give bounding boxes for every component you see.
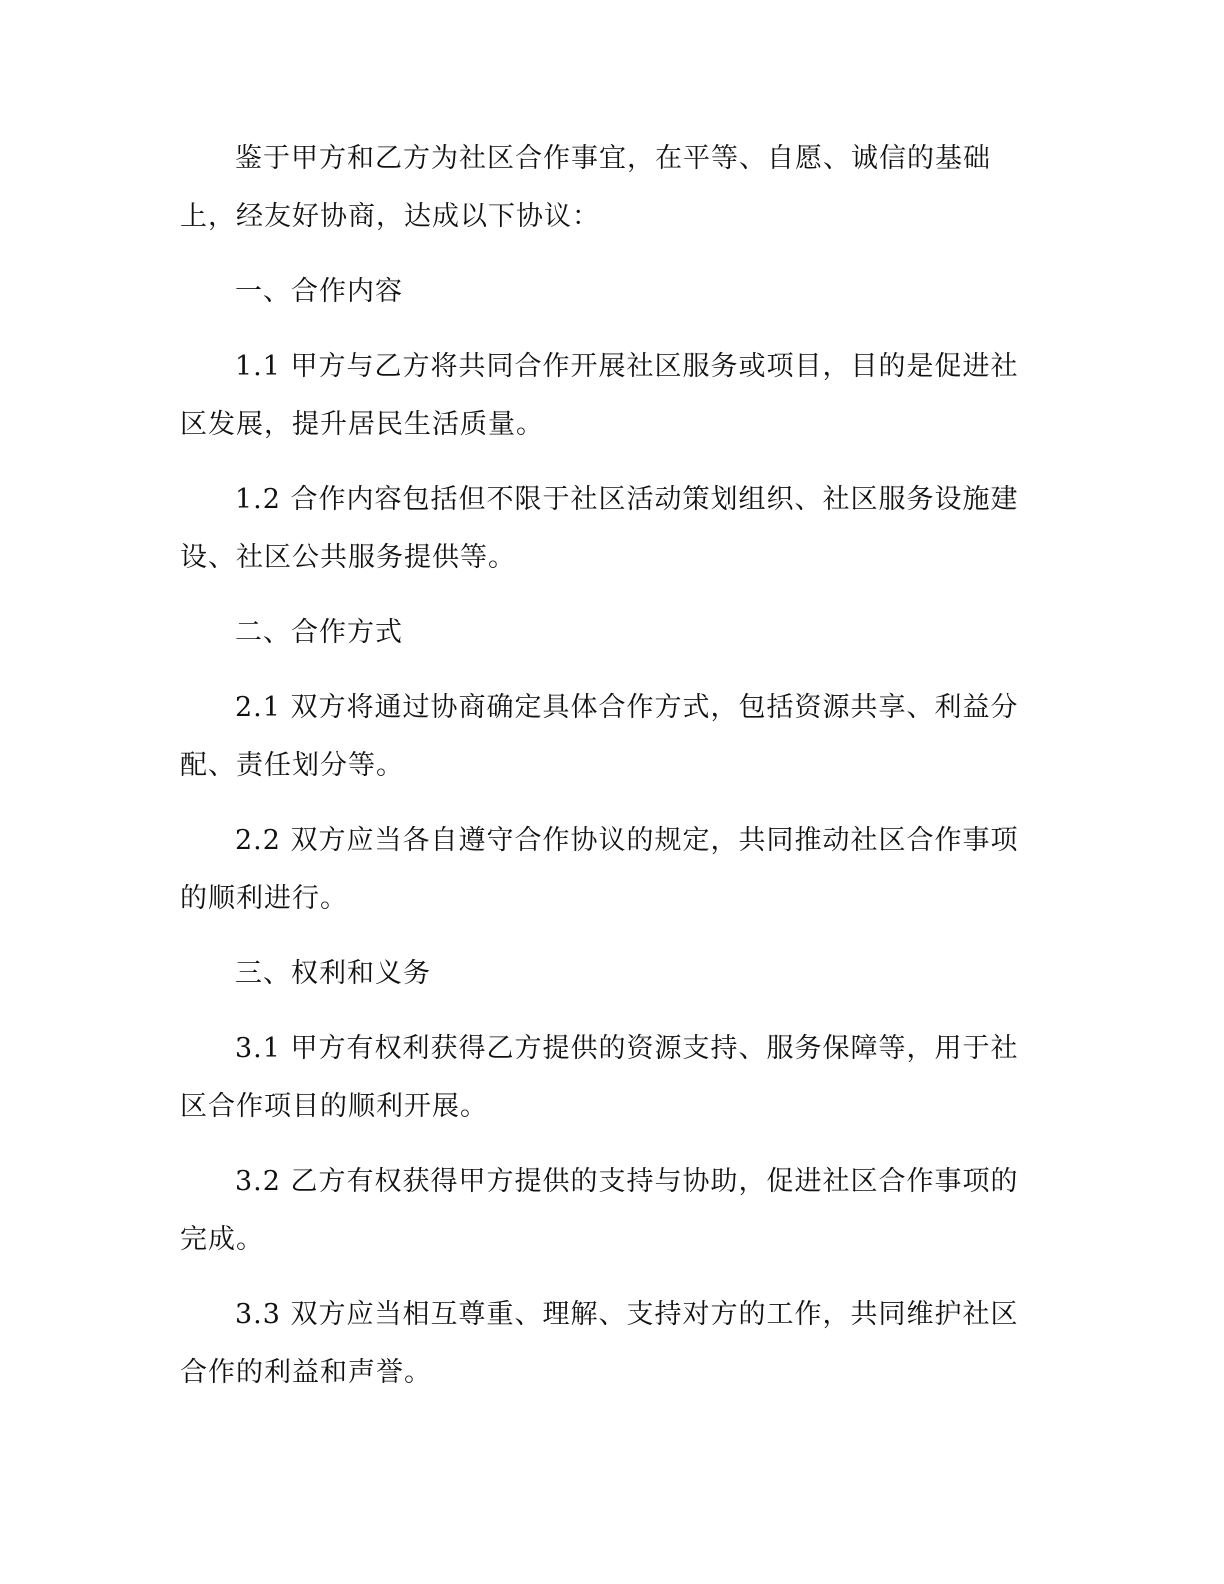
clause-1-1: 1.1 甲方与乙方将共同合作开展社区服务或项目，目的是促进社区发展，提升居民生活质量。 xyxy=(180,351,1019,440)
section-heading-rights-obligations: 三、权利和义务 xyxy=(235,958,431,989)
document-body xyxy=(180,130,1040,1402)
spacer xyxy=(180,587,1040,604)
clause-3-2: 3.2 乙方有权获得甲方提供的支持与协助，促进社区合作事项的完成。 xyxy=(180,1166,1019,1255)
spacer xyxy=(180,795,1040,812)
spacer xyxy=(180,928,1040,945)
clause-1-2: 1.2 合作内容包括但不限于社区活动策划组织、社区服务设施建设、社区公共服务提供等。 xyxy=(180,484,1019,573)
section-heading-cooperation-content: 一、合作内容 xyxy=(235,276,403,307)
intro-paragraph: 鉴于甲方和乙方为社区合作事宜，在平等、自愿、诚信的基础上，经友好协商，达成以下协议： xyxy=(180,143,991,232)
spacer xyxy=(180,246,1040,263)
spacer xyxy=(180,321,1040,338)
spacer xyxy=(180,1003,1040,1020)
clause-2-1: 2.1 双方将通过协商确定具体合作方式，包括资源共享、利益分配、责任划分等。 xyxy=(180,692,1019,781)
clause-3-3: 3.3 双方应当相互尊重、理解、支持对方的工作，共同维护社区合作的利益和声誉。 xyxy=(180,1299,1019,1388)
spacer xyxy=(180,454,1040,471)
clause-2-2: 2.2 双方应当各自遵守合作协议的规定，共同推动社区合作事项的顺利进行。 xyxy=(180,825,1019,914)
spacer xyxy=(180,1269,1040,1286)
clause-3-1: 3.1 甲方有权利获得乙方提供的资源支持、服务保障等，用于社区合作项目的顺利开展。 xyxy=(180,1033,1019,1122)
spacer xyxy=(180,1136,1040,1153)
section-heading-cooperation-method: 二、合作方式 xyxy=(235,617,403,648)
spacer xyxy=(180,662,1040,679)
